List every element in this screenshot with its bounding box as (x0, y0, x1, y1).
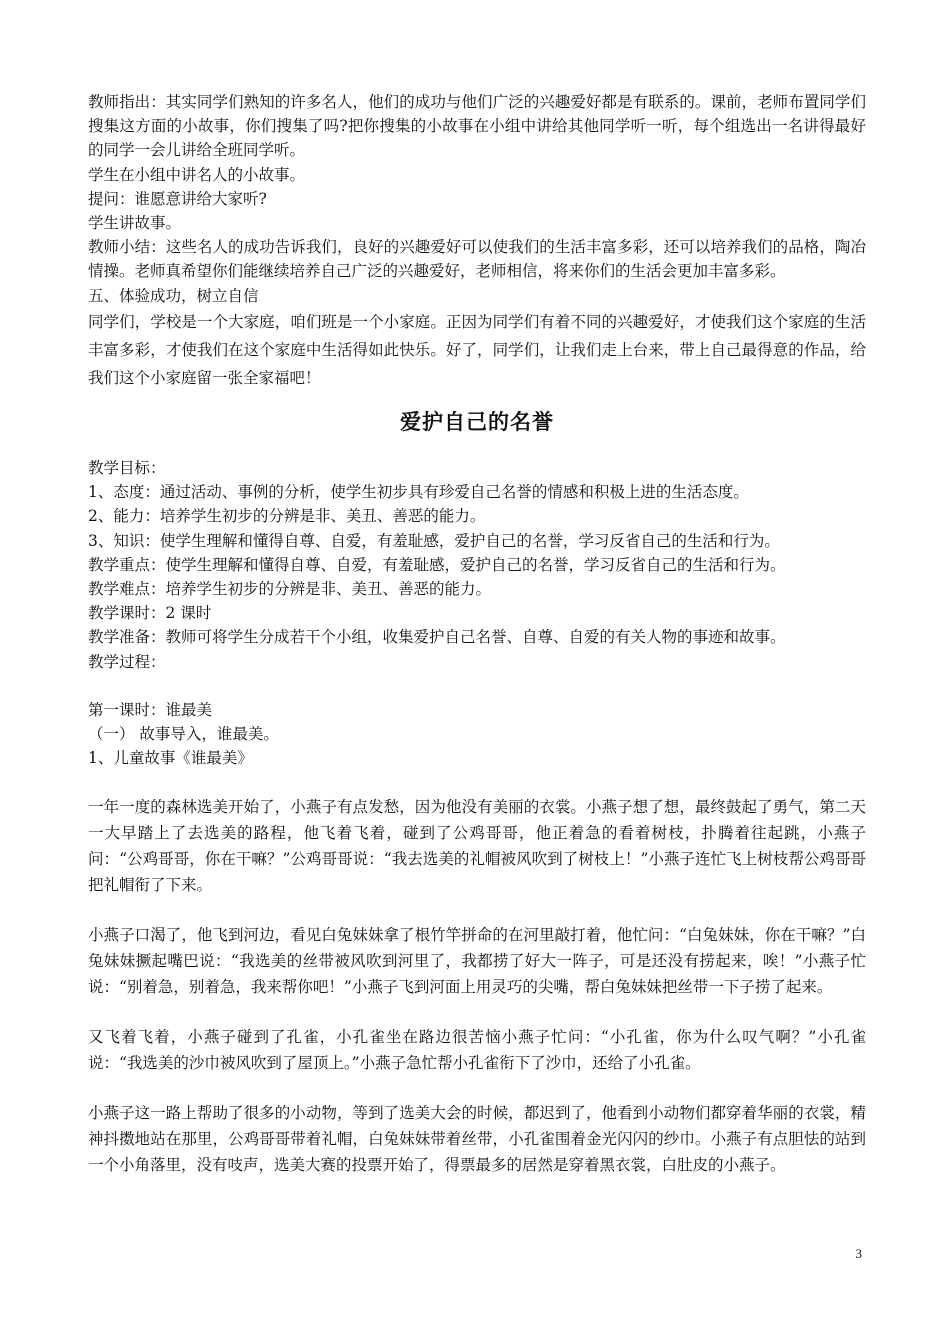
preparation: 教学准备：教师可将学生分成若干个小组，收集爱护自己名誉、自尊、自爱的有关人物的事迹和故事。 (88, 628, 786, 647)
objective-ability: 2、能力：培养学生初步的分辨是非、美丑、善恶的能力。 (88, 507, 486, 526)
story-paragraph-3: 又飞着飞着，小燕子碰到了孔雀，小孔雀坐在路边很苦恼小燕子忙问：“小孔雀，你为什么叹气啊？”小孔雀说：“我选美的沙巾被风吹到了屋顶上。”小燕子急忙帮小孔雀衔下了沙巾，还给了小孔雀。 (88, 1028, 866, 1073)
story-paragraph-1: 一年一度的森林选美开始了，小燕子有点发愁，因为他没有美丽的衣裳。小燕子想了想，最终鼓起了勇气，第二天一大早踏上了去选美的路程，他飞着飞着，碰到了公鸡哥哥，他正着急的看着树枝，扑腾着往起跳，小燕子问：“公鸡哥哥，你在干嘛？”公鸡哥哥说：“我去选美的礼帽被风吹到了树枝上！”小燕子连忙飞上树枝帮公鸡哥哥把礼帽衔了下来。 (88, 798, 866, 895)
key-points: 教学重点：使学生理解和懂得自尊、自爱，有羞耻感，爱护自己的名誉，学习反省自己的生活和行为。 (88, 555, 786, 574)
paragraph-question: 提问：谁愿意讲给大家听? (88, 189, 267, 208)
process-label: 教学过程： (88, 652, 166, 671)
spacer (88, 674, 866, 698)
paragraph-students-tell: 学生讲故事。 (88, 214, 182, 233)
step-one: （一） 故事导入，谁最美。 (88, 725, 279, 744)
section-heading-five: 五、体验成功，树立自信 (88, 286, 259, 305)
difficulties: 教学难点：培养学生初步的分辨是非、美丑、善恶的能力。 (88, 580, 492, 599)
lesson1-title: 第一课时：谁最美 (88, 700, 213, 719)
story-paragraph-4: 小燕子这一路上帮助了很多的小动物，等到了选美大会的时候，都迟到了，他看到小动物们都穿着华丽的衣裳，精神抖擞地站在那里，公鸡哥哥带着礼帽，白兔妹妹带着丝带，小孔雀围着金光闪闪的纱巾。小燕子有点胆怯的站到一个小角落里，没有吱声，选美大赛的投票开始了，得票最多的居然是穿着黑衣裳，白肚皮的小燕子。 (88, 1104, 866, 1175)
class-hours: 教学课时：2 课时 (88, 604, 212, 623)
spacer (88, 898, 866, 922)
paragraph-teacher-points: 教师指出：其实同学们熟知的许多名人，他们的成功与他们广泛的兴趣爱好都是有联系的。课前，老师布置同学们搜集这方面的小故事，你们搜集了吗?把你搜集的小故事在小组中讲给其他同学听一听，每个组选出一名讲得最好的同学一会儿讲给全班同学听。 (88, 93, 866, 160)
paragraph-group-stories: 学生在小组中讲名人的小故事。 (88, 165, 306, 184)
page-body (88, 90, 866, 1178)
story-paragraph-2: 小燕子口渴了，他飞到河边，看见白兔妹妹拿了根竹竿拼命的在河里敲打着，他忙问：“白兔妹妹，你在干嘛？”白兔妹妹撅起嘴巴说：“我选美的丝带被风吹到河里了，我都捞了好大一阵子，可是还没有捞起来，唉！”小燕子忙说：“别着急，别着急，我来帮你吧！”小燕子飞到河面上用灵巧的尖嘴，帮白兔妹妹把丝带一下子捞了起来。 (88, 926, 866, 997)
paragraph-family-photo: 同学们，学校是一个大家庭，咱们班是一个小家庭。正因为同学们有着不同的兴趣爱好，才使我们这个家庭的生活丰富多彩，才使我们在这个家庭中生活得如此快乐。好了，同学们，让我们走上台来，带上自己最得意的作品，给我们这个小家庭留一张全家福吧！ (88, 312, 866, 387)
lesson-title: 爱护自己的名誉 (400, 409, 554, 434)
objective-attitude: 1、态度：通过活动、事例的分析，使学生初步具有珍爱自己名誉的情感和积极上进的生活态度。 (88, 483, 749, 502)
paragraph-teacher-summary: 教师小结：这些名人的成功告诉我们，良好的兴趣爱好可以使我们的生活丰富多彩，还可以培养我们的品格，陶冶情操。老师真希望你们能继续培养自己广泛的兴趣爱好，老师相信，将来你们的生活会更加丰富多彩。 (88, 238, 866, 281)
spacer (88, 1076, 866, 1100)
story-title: 1、儿童故事《谁最美》 (88, 749, 253, 768)
spacer (88, 770, 866, 794)
page-number: 3 (855, 1246, 862, 1261)
spacer (88, 1000, 866, 1024)
objectives-label: 教学目标： (88, 459, 166, 478)
objective-knowledge: 3、知识：使学生理解和懂得自尊、自爱，有羞耻感，爱护自己的名誉，学习反省自己的生活和行为。 (88, 531, 780, 550)
